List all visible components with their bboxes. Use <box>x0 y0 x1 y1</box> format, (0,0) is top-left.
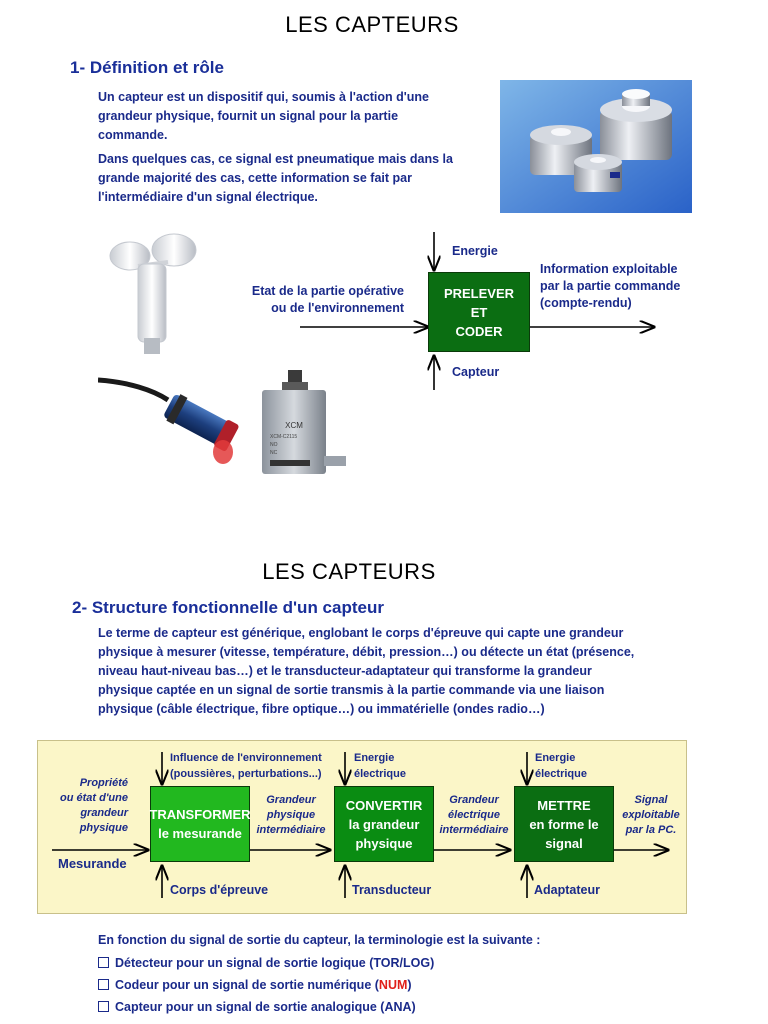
text-line: Influence de l'environnement <box>170 752 322 764</box>
capteur-label: Capteur <box>452 365 500 379</box>
text-line: Le terme de capteur est générique, englobant le corps d'épreuve qui capte une grandeur <box>98 626 624 640</box>
text-line: Propriété <box>79 777 128 789</box>
item-highlight: NUM <box>378 978 408 992</box>
item-text-end: ) <box>407 978 412 992</box>
text-line: ou état d'une <box>59 792 128 804</box>
text-line: par la partie commande <box>540 279 681 293</box>
text-line: Dans quelques cas, ce signal est pneumatique mais dans la <box>98 152 453 166</box>
mettre-en-forme-box <box>514 786 614 862</box>
text-line: grandeur <box>80 807 128 819</box>
mid-label-2 <box>436 793 512 838</box>
item-text: Capteur pour un signal de sortie analogique (ANA) <box>115 1000 416 1014</box>
text-line: Signal <box>634 794 668 806</box>
text-line: (poussières, perturbations...) <box>170 768 322 780</box>
transducteur-label: Transducteur <box>352 883 432 897</box>
text-line: Energie <box>535 752 576 764</box>
mid-label-1 <box>252 793 330 838</box>
switch-spec: NC <box>270 450 278 456</box>
mesurande-label: Mesurande <box>58 856 127 871</box>
switch-spec: NO <box>270 442 278 448</box>
text-line: Energie <box>354 752 395 764</box>
text-line: grandeur physique, fournit un signal pour la partie <box>98 109 399 123</box>
corps-epreuve-label: Corps d'épreuve <box>170 883 269 897</box>
checkbox-icon <box>98 1001 109 1012</box>
energie-label-2 <box>354 750 406 782</box>
box-label: signal <box>545 835 583 851</box>
text-line: physique à mesurer (vitesse, température, débit, pression…) ou détecte un état (présence, <box>98 645 635 659</box>
terminology-intro: En fonction du signal de sortie du capteur, la terminologie est la suivante : <box>98 933 541 947</box>
list-item <box>98 1000 434 1022</box>
section-1-title: 1- Définition et rôle <box>70 58 224 77</box>
box-label: CODER <box>455 323 503 339</box>
text-line: (compte-rendu) <box>540 296 632 310</box>
box-label: METTRE <box>537 797 591 813</box>
box-label: physique <box>355 835 413 851</box>
box-label: le mesurande <box>158 826 242 841</box>
text-line: Grandeur <box>266 794 316 806</box>
text-line: physique (câble électrique, fibre optique…) ou immatérielle (ondes radio…) <box>98 702 545 716</box>
text-line: intermédiaire <box>256 824 326 836</box>
transformer-box <box>150 786 250 862</box>
text-line: physique captée en un signal de sortie transmis à la partie commande via une liaison <box>98 683 605 697</box>
text-line: l'intermédiaire d'un signal électrique. <box>98 190 318 204</box>
box-label: TRANSFORMER <box>149 807 251 822</box>
checkbox-icon <box>98 979 109 990</box>
box-label: PRELEVER <box>443 285 515 301</box>
text-line: électrique <box>448 809 500 821</box>
text-line: grande majorité des cas, cette information se fait par <box>98 171 412 185</box>
text-line: électrique <box>535 768 587 780</box>
item-text: Détecteur pour un signal de sortie logique (TOR/LOG) <box>115 956 435 970</box>
text-line: ou de l'environnement <box>271 301 404 315</box>
energie-label: Energie <box>452 244 498 258</box>
text-line: exploitable <box>622 809 680 821</box>
influence-label <box>170 750 322 782</box>
energie-label-3 <box>535 750 587 782</box>
text-line: par la PC. <box>625 824 677 836</box>
text-line: niveau haut-niveau bas…) et le transducteur-adaptateur qui transforme la grandeur <box>98 664 592 678</box>
page-title-1: LES CAPTEURS <box>285 12 459 37</box>
section-2-title: 2- Structure fonctionnelle d'un capteur <box>72 598 384 617</box>
box-label: la grandeur <box>348 816 420 832</box>
checkbox-icon <box>98 957 109 968</box>
text-line: Grandeur <box>449 794 499 806</box>
item-text: Codeur pour un signal de sortie numérique ( <box>115 978 379 992</box>
terminology-list <box>98 956 434 1022</box>
box-label: CONVERTIR <box>345 797 423 813</box>
page-title-2: LES CAPTEURS <box>262 559 436 584</box>
text-line: Etat de la partie opérative <box>251 284 404 298</box>
switch-spec: XCM-C2115 <box>270 434 298 440</box>
text-line: électrique <box>354 768 406 780</box>
text-line: intermédiaire <box>439 824 509 836</box>
input-label <box>48 776 128 836</box>
switch-brand: XCM <box>285 421 303 430</box>
output-label <box>620 793 682 838</box>
list-item <box>98 978 434 1000</box>
box-label: ET <box>470 304 488 320</box>
adaptateur-label: Adaptateur <box>534 883 600 897</box>
text-line: commande. <box>98 128 168 142</box>
convertir-box <box>334 786 434 862</box>
text-line: Un capteur est un dispositif qui, soumis à l'action d'une <box>98 90 429 104</box>
text-line: physique <box>266 809 316 821</box>
text-line: Information exploitable <box>540 262 678 276</box>
list-item <box>98 956 434 978</box>
box-label: en forme le <box>529 816 599 832</box>
text-line: physique <box>79 822 128 834</box>
